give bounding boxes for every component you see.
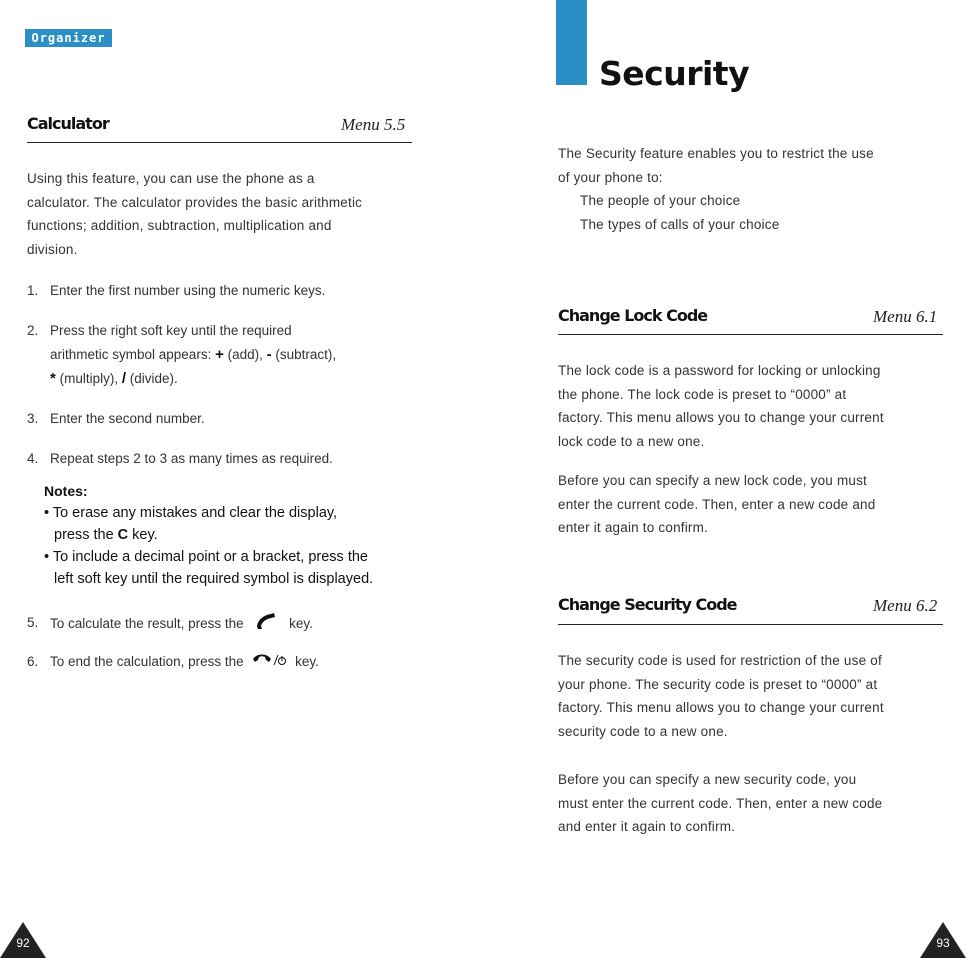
calculator-menu-ref: Menu 5.5 — [341, 115, 406, 134]
lock-code-rule — [558, 334, 943, 335]
bullet-call-types: The types of calls of your choice — [580, 216, 780, 232]
notes-box: Notes: • To erase any mistakes and clear the display, press the C key. • To include a decimal point or a bracket, press the left soft key until the required symbol is displayed. — [44, 480, 414, 590]
step-4: 4. Repeat steps 2 to 3 as many times as required. — [27, 451, 333, 466]
calculator-rule — [27, 142, 412, 143]
chapter-marker — [556, 0, 587, 85]
lock-code-para-1: The lock code is a password for locking or unlocking the phone. The lock code is preset to “0000” at factory. This menu allows you to change your current lock code to a new one. — [558, 363, 884, 449]
security-intro: The Security feature enables you to restrict the use of your phone to: The people of your choice The types of calls of your choice — [558, 142, 953, 236]
security-code-menu-ref: Menu 6.2 — [873, 596, 938, 615]
security-code-para-2: Before you can specify a new security code, you must enter the current code. Then, enter a new code and enter it again to confirm. — [558, 772, 883, 834]
section-tab-organizer: Organizer — [25, 29, 112, 47]
page-number-right: 93 — [936, 936, 950, 950]
step-6: 6. To end the calculation, press the key. — [27, 650, 417, 674]
notes-title: Notes: — [44, 483, 88, 499]
step-2: 2. Press the right soft key until the required arithmetic symbol appears: + (add), - (subtract), * (multiply), / (divide). — [27, 323, 337, 387]
calculator-intro: Using this feature, you can use the phone as a calculator. The calculator provides the basic arithmetic functions; addition, subtraction, multiplication and division. — [27, 171, 363, 257]
security-code-heading: Change Security Code — [558, 595, 737, 614]
chapter-title: Security — [599, 54, 750, 93]
lock-code-para-2: Before you can specify a new lock code, you must enter the current code. Then, enter a new code and enter it again to confirm. — [558, 473, 876, 535]
page-number-left: 92 — [16, 936, 30, 950]
phone-end-power-icon — [251, 651, 287, 669]
step-1: 1. Enter the first number using the numeric keys. — [27, 283, 326, 298]
bullet-people: The people of your choice — [580, 193, 741, 208]
lock-code-menu-ref: Menu 6.1 — [873, 307, 938, 326]
calculator-heading: Calculator — [27, 114, 109, 133]
lock-code-heading: Change Lock Code — [558, 306, 708, 325]
security-code-rule — [558, 624, 943, 625]
phone-send-icon — [253, 611, 279, 631]
step-5: 5. To calculate the result, press the key. — [27, 611, 417, 635]
step-3: 3. Enter the second number. — [27, 411, 205, 426]
security-code-para-1: The security code is used for restriction of the use of your phone. The security code is preset to “0000” at factory. This menu allows you to change your current security code to a new one. — [558, 653, 884, 739]
